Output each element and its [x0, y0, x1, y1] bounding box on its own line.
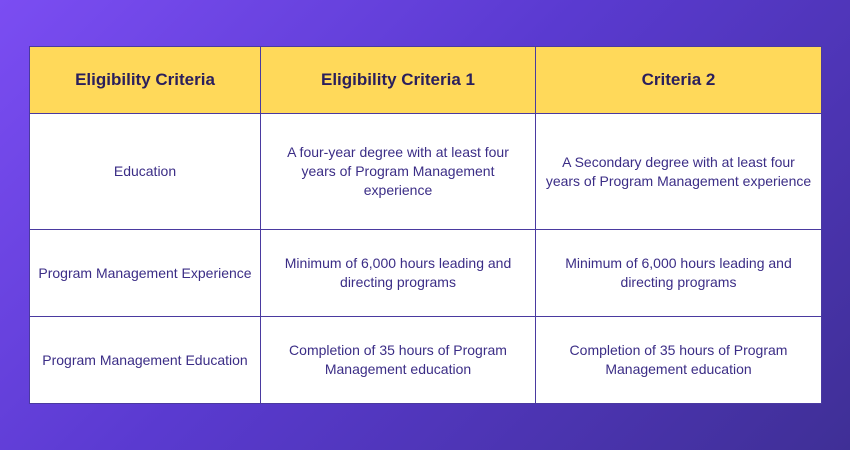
- table-header: [30, 47, 822, 114]
- eligibility-table: [29, 46, 822, 404]
- header-criteria-2: Criteria 2: [536, 47, 822, 114]
- criteria-2-cell: Minimum of 6,000 hours leading and directing programs: [536, 230, 822, 317]
- header-row: [30, 47, 822, 114]
- header-eligibility-criteria: Eligibility Criteria: [30, 47, 261, 114]
- table-row: [30, 317, 822, 404]
- header-eligibility-criteria-1: Eligibility Criteria 1: [261, 47, 536, 114]
- criteria-2-cell: A Secondary degree with at least four years of Program Management experience: [536, 114, 822, 230]
- criteria-1-cell: Completion of 35 hours of Program Management education: [261, 317, 536, 404]
- criteria-2-cell: Completion of 35 hours of Program Management education: [536, 317, 822, 404]
- row-label-cell: Program Management Education: [30, 317, 261, 404]
- criteria-1-cell: A four-year degree with at least four years of Program Management experience: [261, 114, 536, 230]
- table-row: [30, 114, 822, 230]
- table-row: [30, 230, 822, 317]
- row-label-cell: Program Management Experience: [30, 230, 261, 317]
- eligibility-table-container: [29, 46, 821, 403]
- criteria-1-cell: Minimum of 6,000 hours leading and directing programs: [261, 230, 536, 317]
- table-body: [30, 114, 822, 404]
- row-label-cell: Education: [30, 114, 261, 230]
